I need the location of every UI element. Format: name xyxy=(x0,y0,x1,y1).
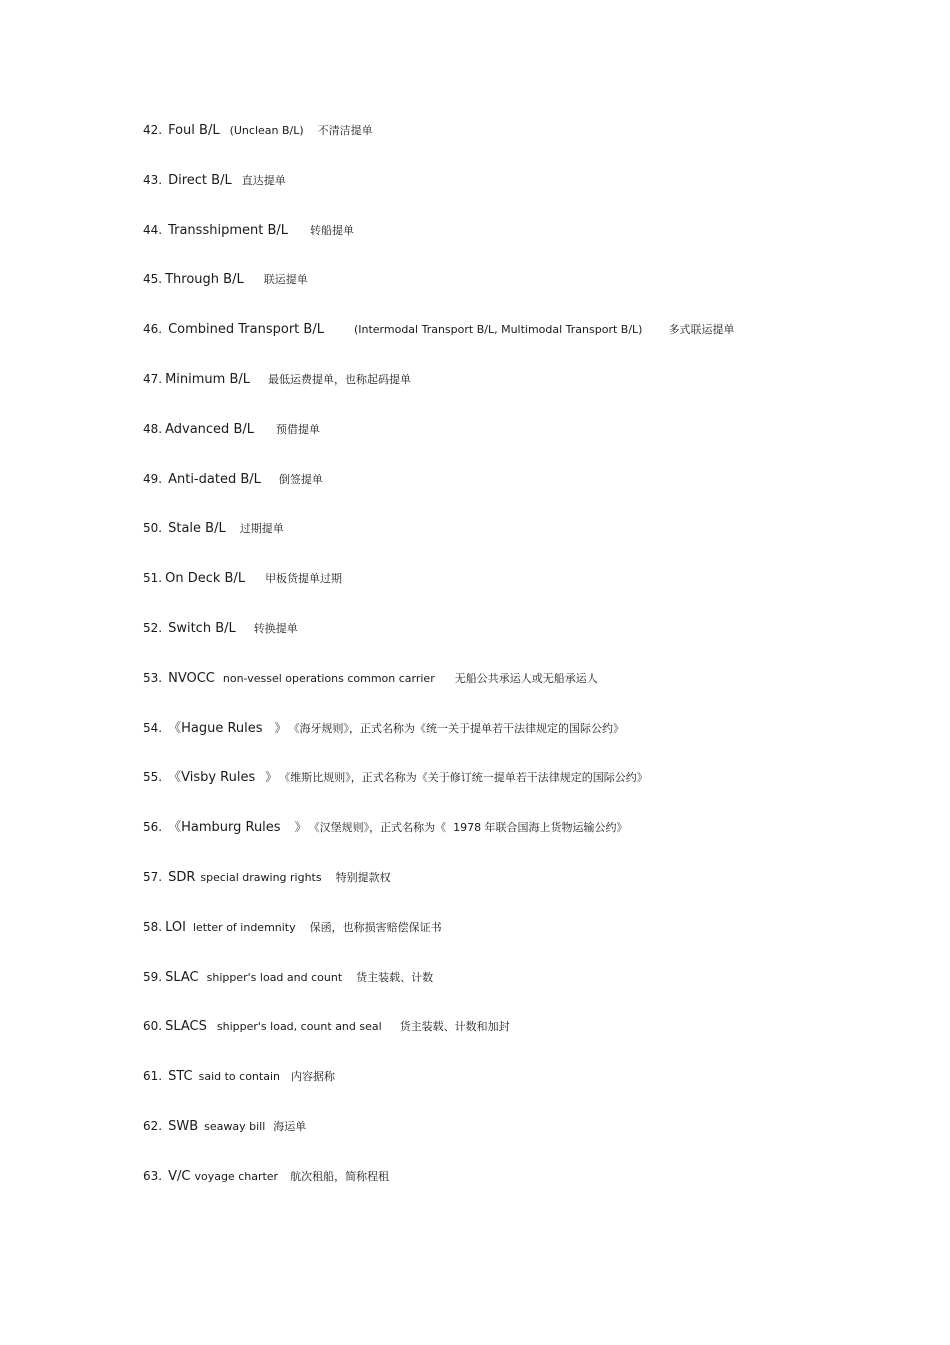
entry-chinese: 特别提款权 xyxy=(335,870,391,884)
list-item xyxy=(143,667,903,717)
entry-detail: seaway bill xyxy=(204,1119,266,1133)
list-item xyxy=(143,468,903,518)
entry-number: 51. xyxy=(143,571,163,586)
entry-number: 49. xyxy=(143,471,163,486)
entry-chinese: 航次租船，简称程租 xyxy=(290,1169,390,1183)
entry-chinese: 转船提单 xyxy=(310,223,354,237)
entry-term: SWB xyxy=(168,1118,199,1134)
entry-chinese: 《海牙规则》，正式名称为《统一关于提单若干法律规定的国际公约》 xyxy=(288,721,625,735)
list-item xyxy=(143,766,903,816)
entry-number: 52. xyxy=(143,620,163,635)
entry-detail: shipper's load and count xyxy=(206,970,343,984)
entry-number: 54. xyxy=(143,720,163,735)
entry-chinese: 预借提单 xyxy=(275,422,320,436)
entry-term: LOI xyxy=(165,919,186,935)
entry-term: Anti-dated B/L xyxy=(168,471,261,487)
entry-chinese: 《维斯比规则》，正式名称为《关于修订统一提单若干法律规定的国际公约》 xyxy=(279,771,648,785)
entry-chinese: 甲板货提单过期 xyxy=(265,572,343,586)
entry-detail: 》 xyxy=(265,770,278,785)
entry-chinese: 《汉堡规则》，正式名称为《 1978 年联合国海上货物运输公约》 xyxy=(308,821,628,835)
list-item xyxy=(143,517,903,567)
entry-detail: 》 xyxy=(294,820,307,835)
entry-number: 58. xyxy=(143,919,163,934)
list-item xyxy=(143,169,903,219)
entry-chinese: 转换提单 xyxy=(253,621,298,635)
list-item xyxy=(143,717,903,767)
entry-term: V/C xyxy=(168,1168,191,1184)
entry-term: Direct B/L xyxy=(168,172,232,188)
entry-term: STC xyxy=(168,1069,193,1085)
entry-chinese: 倒签提单 xyxy=(278,472,323,486)
entry-chinese: 保函，也称损害赔偿保证书 xyxy=(309,920,442,934)
glossary-list xyxy=(143,119,903,1215)
list-item xyxy=(143,219,903,269)
list-item xyxy=(143,318,903,368)
entry-detail: said to contain xyxy=(198,1070,280,1084)
list-item xyxy=(143,617,903,667)
entry-number: 46. xyxy=(143,322,163,337)
entry-number: 47. xyxy=(143,371,163,386)
list-item xyxy=(143,368,903,418)
entry-term: Transshipment B/L xyxy=(168,222,288,238)
entry-number: 59. xyxy=(143,969,163,984)
entry-detail: 》 xyxy=(274,720,287,735)
entry-number: 42. xyxy=(143,123,163,137)
entry-chinese: 最低运费提单，也称起码提单 xyxy=(268,372,412,386)
list-item xyxy=(143,268,903,318)
list-item xyxy=(143,1165,903,1215)
entry-chinese: 海运单 xyxy=(273,1119,307,1133)
list-item xyxy=(143,1115,903,1165)
entry-detail: special drawing rights xyxy=(200,870,322,884)
list-item xyxy=(143,567,903,617)
entry-chinese: 无船公共承运人或无船承运人 xyxy=(454,671,598,685)
list-item xyxy=(143,1015,903,1065)
entry-term: On Deck B/L xyxy=(165,571,246,587)
entry-term: Through B/L xyxy=(165,272,244,288)
entry-detail: voyage charter xyxy=(194,1169,279,1183)
entry-detail: letter of indemnity xyxy=(192,920,296,934)
entry-number: 50. xyxy=(143,521,163,536)
entry-detail: shipper's load, count and seal xyxy=(216,1020,382,1034)
entry-detail: (Intermodal Transport B/L, Multimodal Transport B/L) xyxy=(353,323,643,337)
entry-chinese: 不清洁提单 xyxy=(317,124,373,137)
entry-term: SLAC xyxy=(165,969,199,985)
list-item xyxy=(143,418,903,468)
entry-term: NVOCC xyxy=(168,670,215,686)
entry-number: 43. xyxy=(143,172,163,187)
entry-chinese: 货主装载、计数 xyxy=(356,970,434,984)
list-item xyxy=(143,916,903,966)
entry-number: 56. xyxy=(143,820,163,835)
list-item xyxy=(143,119,903,169)
entry-chinese: 直达提单 xyxy=(241,173,286,187)
entry-detail: (Unclean B/L) xyxy=(229,124,304,137)
entry-term: 《Hague Rules xyxy=(168,720,263,736)
entry-number: 61. xyxy=(143,1069,163,1084)
entry-number: 53. xyxy=(143,670,163,685)
entry-number: 60. xyxy=(143,1019,163,1034)
entry-number: 55. xyxy=(143,770,163,785)
entry-chinese: 联运提单 xyxy=(263,273,308,287)
entry-detail: non-vessel operations common carrier xyxy=(222,671,435,685)
entry-term: Stale B/L xyxy=(168,521,226,537)
entry-number: 62. xyxy=(143,1118,163,1133)
list-item xyxy=(143,816,903,866)
entry-number: 45. xyxy=(143,272,163,287)
entry-term: 《Hamburg Rules xyxy=(168,820,281,836)
entry-number: 48. xyxy=(143,421,163,436)
entry-term: Minimum B/L xyxy=(165,371,251,387)
entry-term: Advanced B/L xyxy=(165,421,254,437)
list-item xyxy=(143,866,903,916)
entry-chinese: 货主装载、计数和加封 xyxy=(399,1020,510,1034)
entry-number: 57. xyxy=(143,869,163,884)
entry-number: 44. xyxy=(143,222,163,237)
entry-chinese: 多式联运提单 xyxy=(668,323,735,337)
entry-number: 63. xyxy=(143,1168,163,1183)
list-item xyxy=(143,966,903,1016)
entry-term: Combined Transport B/L xyxy=(168,322,324,338)
entry-chinese: 过期提单 xyxy=(239,522,284,536)
entry-term: Switch B/L xyxy=(168,620,236,636)
entry-term: Foul B/L xyxy=(168,123,220,138)
entry-term: SLACS xyxy=(165,1019,207,1035)
entry-chinese: 内容据称 xyxy=(291,1070,335,1084)
list-item xyxy=(143,1065,903,1115)
entry-term: SDR xyxy=(168,869,196,885)
entry-term: 《Visby Rules xyxy=(168,770,256,786)
